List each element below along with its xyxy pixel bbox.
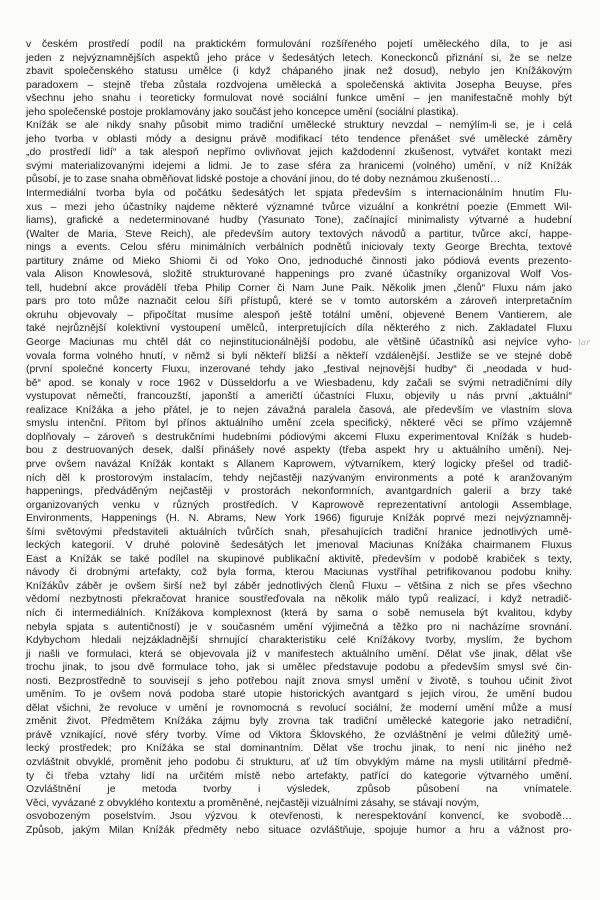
text-line: (Walter de Maria, Steve Reich), ale především autory textových návodů a partitur, tvůrce akcí, happe- [26,228,572,240]
text-line: ji našli ve formulaci, která se objevovala již v manifestech aktuálního umění. Dělat vše jinak, dělat vše [26,648,572,660]
text-line: tell, hudební akce provádělí třeba Philip Corner či Nam June Paik. Několik jmen „členů“ Fluxu nám jako [26,282,572,294]
text-line: Ozvláštnění je metoda tvorby i výsledek, způsob působení na vnímatele. [26,784,572,796]
text-line: leckých kategorií. V druhé polovině šedesátých let jmenoval Maciunas Knížáka chairmanem Fluxus [26,540,572,552]
text-line: xus – mezi jeho účastníky najdeme některé významné tvůrce vizuální a konkrétní poezie (Emmett Wil- [26,201,572,213]
text-line: nosti. Bezprostředně to souvisejí s jeho potřebou najít znova smysl umění v životě, s touhou učinit život [26,675,572,687]
text-line: Intermediální tvorba byla od počátku šedesátých let spjata především s internacionálním hnutím Flu- [26,188,572,200]
text-line: jeho společenské postoje proklamovány jako součást jeho koncepce umění (sociální plastika). [26,106,459,118]
text-line: nings a events. Celou sféru minimálních verbálních podnětů iniciovaly texty George Brechta, textové [26,242,572,254]
text-line: ozvláštnit obvyklé, proměnit jeho podobu či strukturu, ať už tím obvyklým máme na mysli utilitární předmě- [26,756,572,768]
text-line: Kdybychom hledali nejzákladnější shrnující charakteristiku celé Knížákovy tvorby, myslím, že bychom [26,635,572,647]
text-line: svými materializovanými idejemi a lidmi. Je to zase sféra za hranicemi (volného) umění, v níž Knížák [26,160,572,172]
text-line: (první společné koncerty Fluxu, inzerované tehdy jako „festival nejnovější hudby“ či „neodada v hud- [26,364,572,376]
text-line: osvobozeným poselstvím. Jsou výzvou k otevřenosti, k nerespektování konvencí, ke svobodě… [26,811,572,823]
text-line: vovala forma volného hnutí, v němž si byli někteří bližší a někteří vzdálenější. Jestliže se ve stejné době [26,350,572,362]
text-line: ty či třeba vztahy lidí na určitém místě nebo artefakty, patřící do kategorie výtvarného umění. [26,770,572,782]
text-line: vědomí nezbytnosti překračovat hranice soustřeďovala na několik málo typů realizací, i když netradič- [26,594,572,606]
text-line: „do prostředí lidí“ a tak alespoň nepřímo ovlivňovat jejich každodenní zkušenost, vytvářet kontakt mezi [26,147,572,159]
text-line: ních děl k prostorovým instalacím, tehdy nejčastěji nazývaným environments a poté k aranžovaným [26,472,572,484]
text-line: realizace Knížáka a jeho přátel, je to nejen závažná paralela časová, ale především ve vlastním slova [26,404,572,416]
text-line: šími světovými představiteli aktuálních tvůrčích snah, přesahujících tradiční hranice jednotlivých umě- [26,526,572,538]
text-line: smyslu intenční. Přitom byl přínos aktuálního umění zcela specifický, některé věci se přímo vzájemně [26,418,572,430]
text-line: paradoxem – stejně třeba zůstala rozdvojena umělecká a společenská aktivita Josepha Beuyse, přes [26,79,572,91]
body-text [26,38,572,837]
margin-annotation: lar [577,337,591,348]
text-line: uměním. To je ovšem nová podoba staré utopie historických avantgard s jejich vírou, že umění budou [26,689,572,701]
text-line: East a Knížák se také podílel na skupinové publikační aktivitě, především v podobě krabiček s texty, [26,553,572,565]
text-line: organizovaných venku v různých prostředích. V Kaprowově reprezentativní antologii Assemblage, [26,499,572,511]
text-line: změnit život. Předmětem Knížáka zájmu byly zrovna tak tradiční umělecké kategorie jako netradiční, [26,716,572,728]
text-line: Environments, Happenings (H. N. Abrams, New York 1966) figuruje Knížák poprvé mezi nejvýznamněj- [26,513,572,525]
text-line: bě“ apod. se konaly v roce 1962 v Düsseldorfu a ve Wiesbadenu, kdy začali se svými netradičními díly [26,377,572,389]
text-line: liams), grafické a nedeterminované hudby (Yasunato Tone), začínající minimalisty výtvarné a hudební [26,215,572,227]
text-line: nebyla spjata s autentičností) je v současném umění výjimečná a těžko pro ni nacházíme srovnání. [26,621,572,633]
text-line: jeho tvorba v oblasti módy a designu právě modifikací této tendence přenášet své umělecké záměry [26,133,572,145]
text-line: návody či drobnými artefakty, což byla forma, kterou Maciunas vystříhal petrifikovanou podobu knihy. [26,567,572,579]
text-line: pars pro toto může naznačit celou šíři přístupů, které se v tomto autorském a zároveň interpretačním [26,296,572,308]
text-line: všechnu jeho snahu i teoreticky formulovat nové sociální funkce umění – jen manifestačně mohly být [26,93,572,105]
text-line: Způsob, jakým Milan Knížák předměty nebo situace ozvláštňuje, spojuje humor a hru a vážnost pro- [26,824,572,836]
text-line: doplňovaly – zároveň s destrukčními hudebními pódiovými akcemi Fluxu experimentoval Knížák s hudeb- [26,431,572,443]
text-line: George Maciunas mu chtěl dát co nejinstitucionálnější podobu, ale většině účastníků asi nejvíce vyho- [26,337,572,349]
text-line: Knížákův záběr je ovšem širší než byl záběr jednotlivých členů Fluxu – většina z nich se přes všechno [26,580,572,592]
text-line: lecký prostředek; pro Knížáka se stal dominantním. Dělat vše trochu jinak, to není nic jiného než [26,743,572,755]
text-line: Věci, vyvázané z obvyklého kontextu a proměněné, nejčastěji vizuálními zásahy, se stávají novým, [26,797,480,809]
text-line: prve ovšem navázal Knížák kontakt s Allanem Kaprowem, výtvarníkem, který logicky přešel od tradič- [26,458,572,470]
text-line: dělat všichni, že revoluce v umění je rovnomocná s revolucí sociální, že moderní umění může a musí [26,702,572,714]
text-line: partitury známe od Mieko Shiomi či od Yoko Ono, jednoduché činnosti jako pódiová events prezento- [26,255,572,267]
text-line: vala Alison Knowlesová, složitě strukturované happenings pro zvané účastníky organizoval Wolf Vos- [26,269,572,281]
text-line: Knížák se ale nikdy snahy působit mimo tradiční umělecké struktury nevzdal – nemýlím-li se, je i celá [26,120,572,132]
text-line: vystupovat němečtí, francouzští, japonští a američtí účastníci Fluxu, objevily u nás první „aktuální“ [26,391,572,403]
text-line: happenings, předváděným nejčastěji v prostorách nekonformních, avantgardních galerií a brzy také [26,486,572,498]
text-line: působí, je to zase snaha obměňovat lidské postoje a chování jinou, do té doby neznámou zkušeností… [26,174,501,186]
text-line: právě vznikající, nové sféry tvorby. Víme od Viktora Šklovského, že ozvláštnění je velmi důležitý umě- [26,729,572,741]
text-line: jeden z nejvýznamnějších aspektů jeho práce v šedesátých letech. Koneckonců přiznání si, že se nelze [26,52,572,64]
text-line: také nejrůznější kolektivní vystoupení umělců, interpretujících díla některého z nich. Zakladatel Fluxu [26,323,572,335]
text-line: okruhu objevovaly – připočítat musíme alespoň ještě totální umění, objevené Benem Vantierem, ale [26,309,572,321]
text-line: bou z destruovaných desek, další přinášely nové aspekty (třeba aspekt hry u aktuálního umění). Nej- [26,445,572,457]
text-line: ních či intermediálních. Knížákova komplexnost (která by sama o sobě nemusela být kvalitou, kdyby [26,607,572,619]
text-line: v českém prostředí podíl na praktickém formulování rozšířeného pojetí uměleckého díla, to je asi [26,39,572,50]
text-line: trochu jinak, to jsou dvě formulace toho, jak si umělec představuje podobu a především smysl své čin- [26,662,572,674]
text-line: zbavit společenského statusu umělce (i když chápaného jinak než dosud), nebylo jen Knížákovým [26,66,572,78]
